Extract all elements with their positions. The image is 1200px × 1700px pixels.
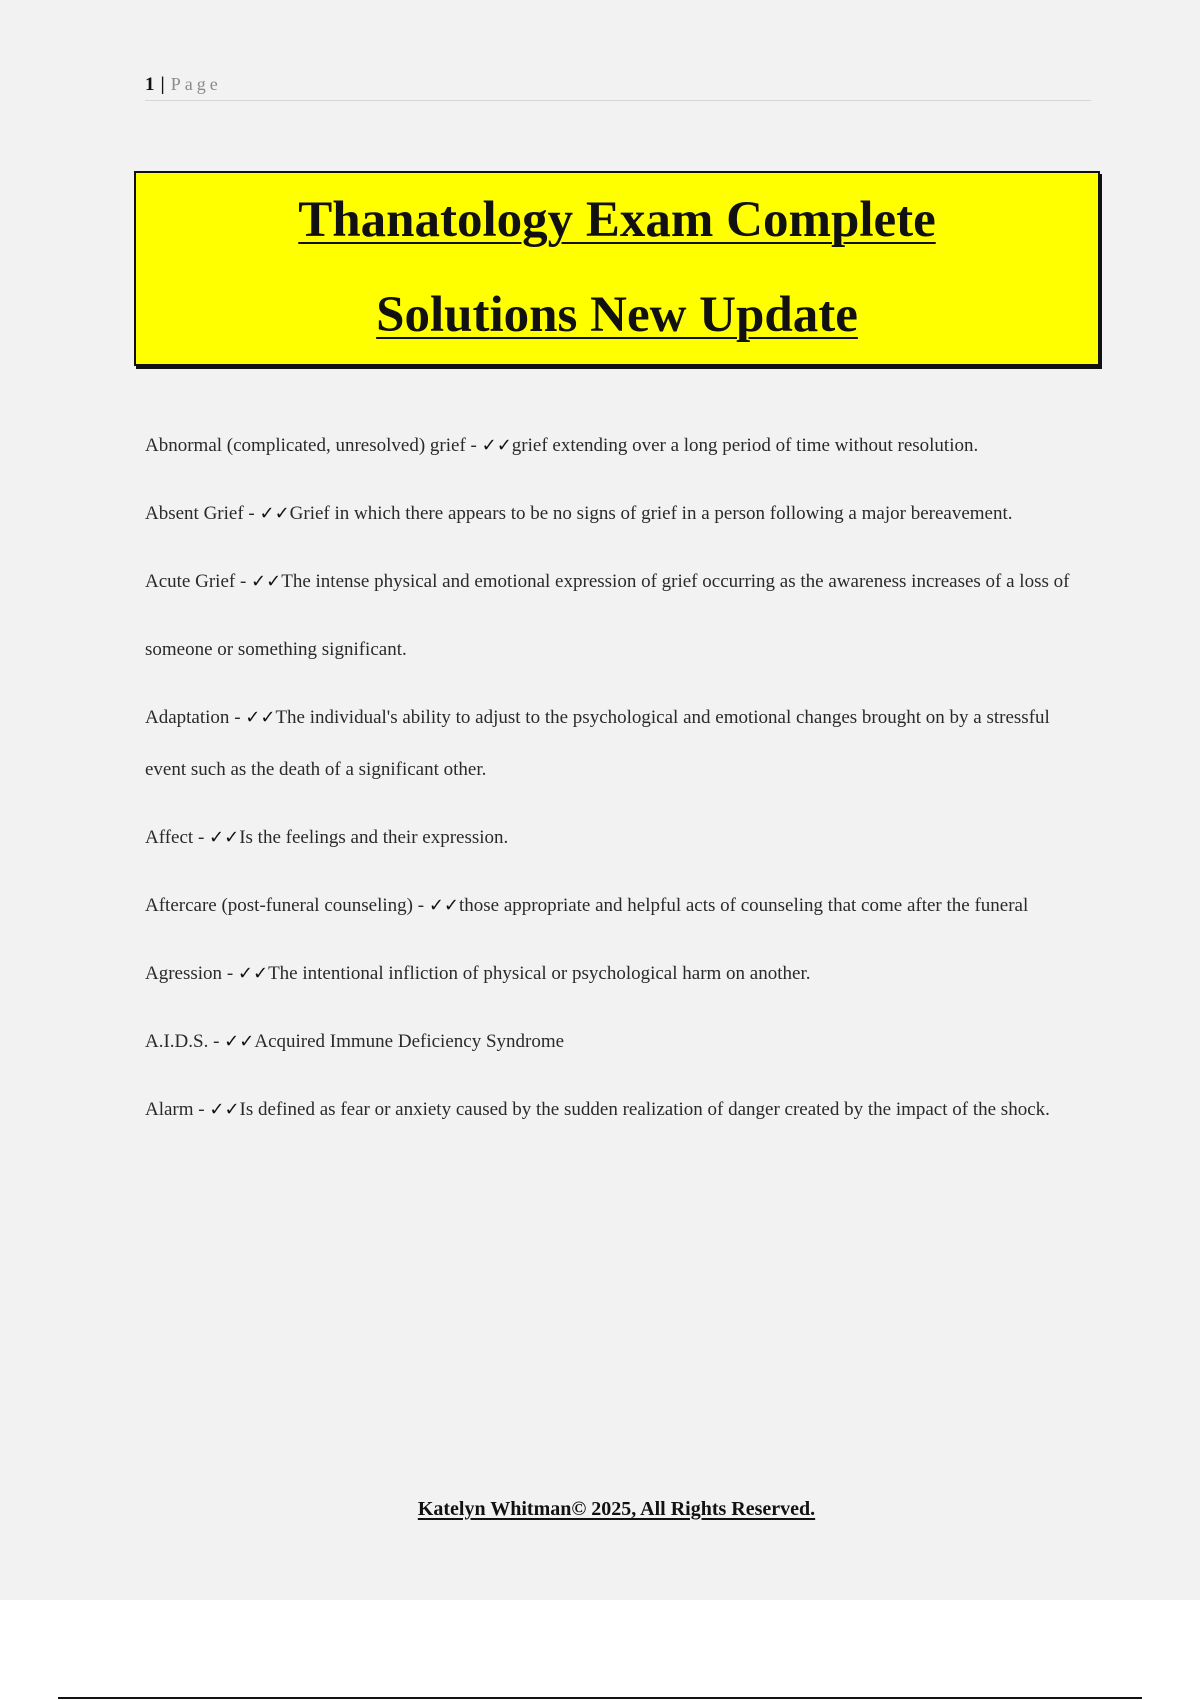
check-mark-icon: ✓✓: [245, 707, 276, 728]
check-mark-icon: ✓✓: [428, 895, 459, 916]
glossary-item: Agression - ✓✓The intentional infliction of physical or psychological harm on another.: [145, 963, 811, 984]
glossary-definition: Grief in which there appears to be no signs of grief in a person following a major bereavement.: [289, 503, 1013, 524]
check-mark-icon: ✓✓: [209, 827, 240, 848]
glossary-definition: those appropriate and helpful acts of counseling that come after the funeral: [459, 895, 1029, 916]
copyright-footer: Katelyn Whitman© 2025, All Rights Reserved.: [417, 1498, 816, 1520]
glossary-list: [145, 420, 1095, 1152]
glossary-definition: grief extending over a long period of time without resolution.: [511, 435, 979, 456]
title-banner: [134, 171, 1100, 366]
check-mark-icon: ✓✓: [251, 571, 282, 592]
glossary-term: Aftercare (post-funeral counseling): [145, 895, 413, 916]
check-mark-icon: ✓✓: [224, 1031, 255, 1052]
check-mark-icon: ✓✓: [259, 503, 290, 524]
glossary-definition: Acquired Immune Deficiency Syndrome: [254, 1031, 565, 1052]
title-line-2: Solutions New Update: [376, 287, 858, 343]
page-label: Page: [170, 74, 222, 94]
glossary-definition: The individual's ability to adjust to the psychological and emotional changes brought on by a stressful event such as the death of a significant other.: [145, 707, 1050, 780]
glossary-term: A.I.D.S.: [145, 1031, 209, 1052]
glossary-term: Affect: [145, 827, 194, 848]
glossary-definition: The intentional infliction of physical or psychological harm on another.: [268, 963, 811, 984]
glossary-term: Agression: [145, 963, 223, 984]
glossary-item: Alarm - ✓✓Is defined as fear or anxiety caused by the sudden realization of danger created by the impact of the shock.: [145, 1099, 1050, 1120]
glossary-definition: Is defined as fear or anxiety caused by the sudden realization of danger created by the impact of the shock.: [239, 1099, 1050, 1120]
glossary-item: Acute Grief - ✓✓The intense physical and emotional expression of grief occurring as the awareness increases of a loss of: [145, 571, 1070, 592]
check-mark-icon: ✓✓: [481, 435, 512, 456]
glossary-definition: The intense physical and emotional expression of grief occurring as the awareness increases of a loss of: [281, 571, 1070, 592]
glossary-item: Abnormal (complicated, unresolved) grief - ✓✓grief extending over a long period of time without resolution.: [145, 435, 979, 456]
glossary-term: Absent Grief: [145, 503, 244, 524]
glossary-item: A.I.D.S. - ✓✓Acquired Immune Deficiency Syndrome: [145, 1031, 565, 1052]
glossary-definition: Is the feelings and their expression.: [239, 827, 509, 848]
glossary-term: Acute Grief: [145, 571, 236, 592]
glossary-term: Alarm: [145, 1099, 194, 1120]
check-mark-icon: ✓✓: [237, 963, 269, 984]
title-line-1: Thanatology Exam Complete: [298, 192, 936, 248]
glossary-continuation: someone or something significant.: [145, 639, 407, 660]
page-number: 1: [145, 74, 155, 95]
page-separator: |: [160, 74, 165, 95]
bottom-divider: [58, 1697, 1142, 1699]
glossary-item: Absent Grief - ✓✓Grief in which there appears to be no signs of grief in a person following a major bereavement.: [145, 503, 1013, 524]
glossary-item: Affect - ✓✓Is the feelings and their expression.: [145, 827, 509, 848]
page-header: [145, 72, 1091, 101]
glossary-item: Adaptation - ✓✓The individual's ability to adjust to the psychological and emotional changes brought on by a stressful event such as the death of a significant other.: [145, 707, 1050, 780]
glossary-term: Abnormal (complicated, unresolved) grief: [145, 435, 466, 456]
check-mark-icon: ✓✓: [209, 1099, 240, 1120]
glossary-item: Aftercare (post-funeral counseling) - ✓✓those appropriate and helpful acts of counseling that come after the funeral: [145, 895, 1029, 916]
glossary-term: Adaptation: [145, 707, 230, 728]
